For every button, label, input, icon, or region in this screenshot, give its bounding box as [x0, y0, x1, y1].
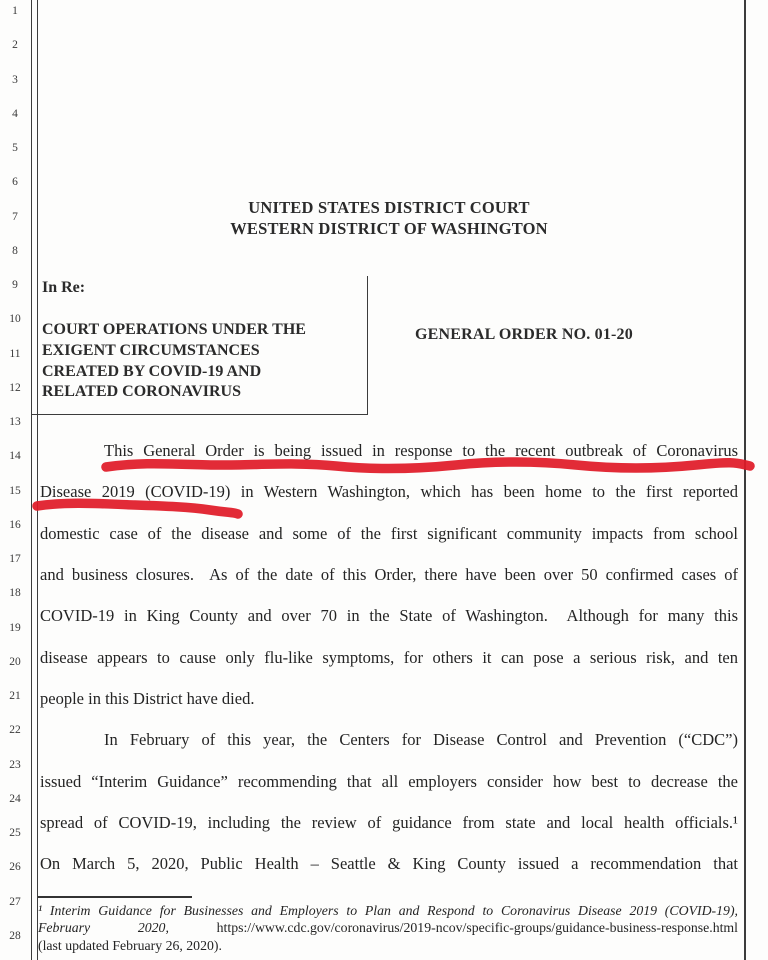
- body-text-line: COVID-19 in King County and over 70 in the State of Washington. Although for many this: [40, 606, 738, 626]
- pleading-line-number: 22: [9, 724, 21, 737]
- pleading-line-number: 5: [12, 142, 18, 154]
- pleading-line-number: 21: [9, 690, 21, 702]
- body-text-line: issued “Interim Guidance” recommending that all employers consider how best to decrease the: [40, 771, 738, 791]
- pleading-line-number: 28: [9, 929, 21, 942]
- pleading-line-number: 16: [9, 518, 21, 531]
- pleading-line-number: 4: [12, 107, 18, 120]
- pleading-line-number: 12: [9, 381, 21, 394]
- court-name-line2: WESTERN DISTRICT OF WASHINGTON: [230, 219, 548, 238]
- pleading-line-number: 8: [12, 244, 18, 257]
- body-text-line: spread of COVID-19, including the review of guidance from state and local health officials.¹: [40, 812, 738, 832]
- in-re-label: In Re:: [42, 279, 86, 296]
- pleading-line-number: 25: [9, 827, 21, 839]
- right-margin-rule: [744, 0, 746, 960]
- pleading-line-number: 23: [9, 758, 21, 771]
- pleading-line-number: 15: [9, 484, 21, 497]
- footnote-date: February 2020,: [38, 920, 169, 936]
- body-text-line: In February of this year, the Centers for Disease Control and Prevention (“CDC”): [104, 730, 738, 750]
- body-text-line: people in this District have died.: [40, 688, 255, 708]
- pleading-line-number: 2: [12, 39, 18, 52]
- body-text-line: This General Order is being issued in response to the recent outbreak of Coronavirus: [104, 441, 738, 460]
- case-title: [42, 320, 352, 403]
- order-body-text: [40, 441, 738, 895]
- pleading-line-numbers: [0, 0, 30, 959]
- body-text-line: disease appears to cause only flu-like symptoms, for others it can pose a serious risk, and ten: [40, 647, 738, 667]
- footnote-citation-line1: ¹ Interim Guidance for Businesses and Employers to Plan and Respond to Coronavirus Disease 2019 (COVID-19),: [38, 903, 738, 918]
- case-title-line: COURT OPERATIONS UNDER THE: [42, 321, 306, 338]
- pleading-line-number: 20: [9, 655, 21, 668]
- case-title-line: EXIGENT CIRCUMSTANCES: [42, 341, 260, 359]
- pleading-line-number: 18: [9, 587, 21, 600]
- pleading-line-number: 19: [9, 621, 21, 634]
- pleading-line-number: 9: [12, 279, 18, 291]
- pleading-line-number: 14: [9, 450, 21, 463]
- footnote-citation-line2: [38, 919, 738, 936]
- footnote-separator-rule: [38, 896, 192, 898]
- pleading-line-number: 6: [12, 176, 18, 189]
- body-text-line: On March 5, 2020, Public Health – Seattle & King County issued a recommendation that: [40, 854, 738, 874]
- pleading-line-number: 27: [9, 895, 21, 908]
- pleading-line-number: 11: [9, 347, 21, 360]
- body-text-line: domestic case of the disease and some of the first significant community impacts from school: [40, 523, 738, 543]
- footnote-citation-line3: (last updated February 26, 2020).: [38, 937, 222, 953]
- pleading-line-number: 7: [12, 210, 18, 223]
- general-order-number: GENERAL ORDER NO. 01-20: [415, 326, 633, 343]
- pleading-line-number: 26: [9, 861, 21, 874]
- court-name-line1: UNITED STATES DISTRICT COURT: [248, 198, 530, 217]
- pleading-line-number: 13: [9, 416, 21, 428]
- footnote-url: https://www.cdc.gov/coronavirus/2019-ncov/specific-groups/guidance-business-response.html: [216, 920, 738, 936]
- court-header: [40, 197, 738, 239]
- pleading-line-number: 10: [9, 313, 21, 326]
- footnote: [38, 902, 738, 954]
- pleading-line-number: 1: [12, 5, 18, 17]
- pleading-line-number: 17: [9, 553, 21, 565]
- case-title-line: RELATED CORONAVIRUS: [42, 383, 241, 401]
- body-text-line: and business closures. As of the date of this Order, there have been over 50 confirmed cases of: [40, 564, 738, 584]
- pleading-line-number: 24: [9, 792, 21, 805]
- body-text-line: Disease 2019 (COVID-19) in Western Washington, which has been home to the first reported: [40, 482, 738, 502]
- pleading-line-number: 3: [12, 73, 18, 86]
- left-double-rule: [31, 0, 38, 960]
- case-title-line: CREATED BY COVID-19 AND: [42, 362, 262, 380]
